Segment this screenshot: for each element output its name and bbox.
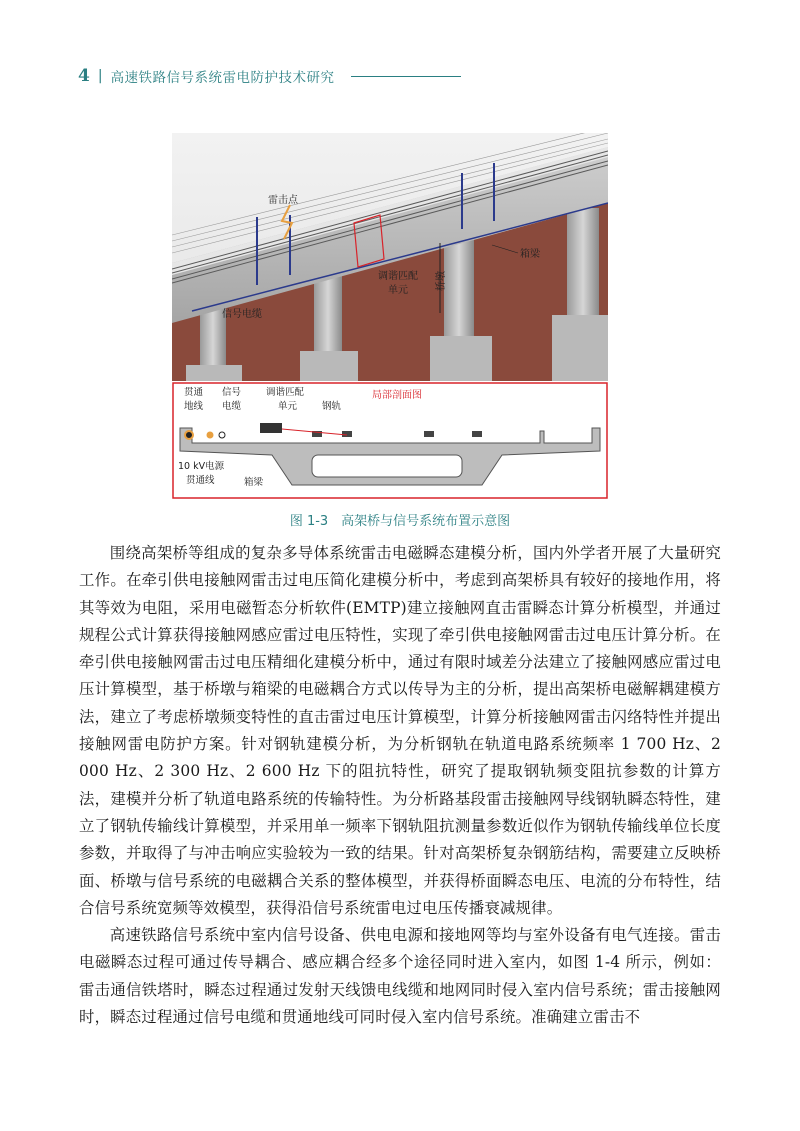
- label-signal-cable: 信号电缆: [222, 309, 262, 320]
- paragraph-1: 围绕高架桥等组成的复杂多导体系统雷击电磁瞬态建模分析，国内外学者开展了大量研究工作。在牵引供电接触网雷击过电压简化建模分析中，考虑到高架桥具有较好的接地作用，将其等效为电阻，采用电磁暂态分析软件(EMTP)建立接触网直击雷瞬态计算分析模型，并通过规程公式计算获得接触网感应雷过电压特性，实现了牵引供电接触网雷击过电压计算分析。在牵引供电接触网雷击过电压精细化建模分析中，通过有限时域差分法建立了接触网感应雷过电压计算模型，基于桥墩与箱梁的电磁耦合方式以传导为主的分析，提出高架桥电磁解耦建模方法，建立了考虑桥墩频变特性的直击雷过电压计算模型，计算分析接触网雷击闪络特性并提出接触网雷电防护方案。针对钢轨建模分析，为分析钢轨在轨道电路系统频率 1 700 Hz、2 000 Hz、2 300 Hz、2 600 Hz 下的阻抗特性，研究了提取钢轨频变阻抗参数的计算方法，建模并分析了轨道电路系统的传输特性。为分析路基段雷击接触网导线钢轨瞬态特性，建立了钢轨传输线计算模型，并采用单一频率下钢轨阻抗测量参数近似作为钢轨传输线单位长度参数，并取得了与冲击响应实验较为一致的结果。针对高架桥复杂钢筋结构，需要建立反映桥面、桥墩与信号系统的电磁耦合关系的整体模型，并获得桥面瞬态电压、电流的分布特性，结合信号系统宽频等效模型，获得沿信号系统雷电过电压传播衰减规律。: [79, 544, 721, 917]
- cross-section: [173, 383, 607, 498]
- page-number: 4: [78, 66, 90, 86]
- label-tuning-unit-1: 调谐匹配: [378, 271, 418, 282]
- figure-1-3: [172, 133, 608, 500]
- section-ground-wire-1: 贯通: [184, 387, 204, 398]
- section-signal-cable-2: 电缆: [222, 401, 242, 412]
- section-power-line-2: 贯通线: [186, 475, 215, 486]
- section-box-girder: 箱梁: [244, 477, 264, 488]
- section-ground-wire-2: 地线: [184, 401, 204, 412]
- body-text: [79, 540, 721, 1031]
- label-tuning-unit-2: 单元: [388, 285, 408, 296]
- section-title: 局部剖面图: [372, 390, 422, 401]
- label-strike-point: 雷击点: [268, 195, 298, 206]
- cable-icon: [219, 432, 225, 438]
- header-rule: [351, 76, 461, 77]
- running-header: [78, 64, 461, 88]
- box-cavity: [312, 455, 462, 477]
- section-rail: 钢轨: [322, 401, 342, 412]
- label-pier: 桥墩: [436, 271, 447, 291]
- section-tuning-unit-1: 调谐匹配: [266, 387, 305, 398]
- ground-wire-icon: [185, 431, 193, 439]
- section-tuning-unit-2: 单元: [278, 401, 298, 412]
- header-separator: |: [97, 68, 103, 84]
- paragraph-2: 高速铁路信号系统中室内信号设备、供电电源和接地网等均与室外设备有电气连接。雷击电磁瞬态过程可通过传导耦合、感应耦合经多个途径同时进入室内，如图 1-4 所示，例如：雷击通信铁塔时，瞬态过程通过发射天线馈电线缆和地网同时侵入室内信号系统；雷击接触网时，瞬态过程通过信号电缆和贯通地线可同时侵入室内信号系统。准确建立雷击不: [79, 926, 721, 1027]
- tuning-unit-icon: [260, 423, 282, 433]
- section-power-line-1: 10 kV电源: [178, 461, 225, 472]
- figure-illustration: [172, 133, 608, 500]
- running-title: 高速铁路信号系统雷电防护技术研究: [110, 70, 335, 86]
- section-signal-cable-1: 信号: [222, 387, 242, 398]
- label-box-girder: 箱梁: [520, 249, 540, 260]
- signal-cable-icon: [207, 432, 214, 439]
- figure-caption: 图 1-3 高架桥与信号系统布置示意图: [289, 514, 511, 529]
- viaduct-scene: [172, 133, 608, 381]
